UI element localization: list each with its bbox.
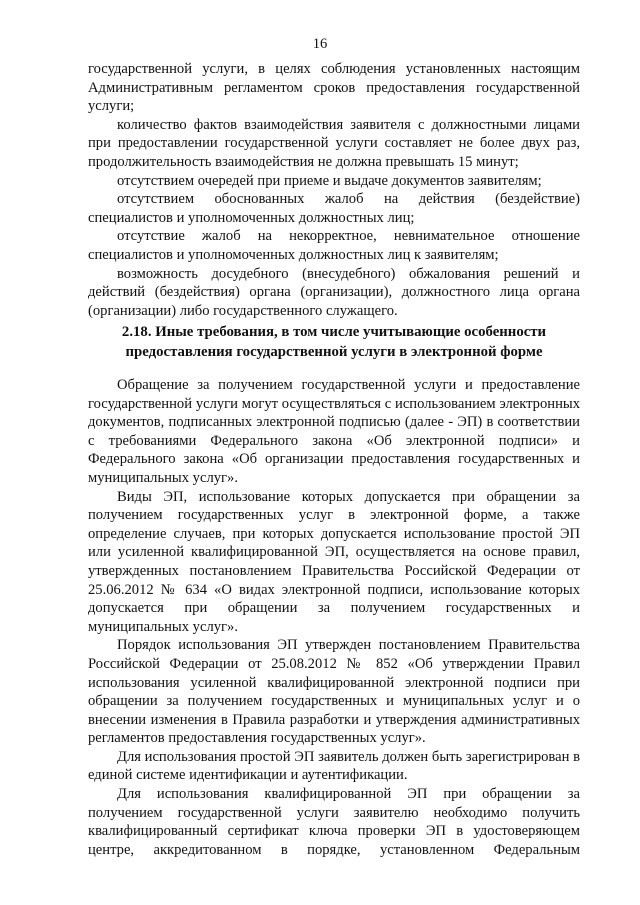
paragraph: Порядок использования ЭП утвержден постановлением Правительства Российской Федерации от 25.08.2012 № 852 «Об утверждении Правил использования усиленной квалифицированной электронной подписи при обращении за получением государственных и муниципальных услуг и о внесении изменения в Правила разработки и утверждения административных регламентов предоставления государственных услуг». bbox=[88, 637, 580, 747]
paragraph: отсутствием очередей при приеме и выдаче документов заявителям; bbox=[117, 172, 542, 189]
paragraph: Обращение за получением государственной услуги и предоставление государственной услуги могут осуществляться с использованием электронных документов, подписанных электронной подписью (далее - ЭП) в соответствии с требованиями Федерального закона «Об электронной подписи» и Федерального закона «Об организации предоставления государственных и муниципальных услуг». bbox=[88, 377, 580, 486]
page-number: 16 bbox=[312, 36, 328, 52]
paragraph: отсутствием обоснованных жалоб на действия (бездействие) специалистов и уполномоченных должностных лиц; bbox=[88, 191, 580, 226]
section-heading bbox=[88, 322, 580, 362]
paragraph: отсутствие жалоб на некорректное, невнимательное отношение специалистов и уполномоченных должностных лиц к заявителям; bbox=[88, 228, 580, 263]
body-paragraphs bbox=[88, 376, 580, 859]
section-heading-line: 2.18. Иные требования, в том числе учитывающие особенности bbox=[121, 324, 547, 340]
paragraph: Для использования квалифицированной ЭП при обращении за получением государственной услуги заявителю необходимо получить квалифицированный сертификат ключа проверки ЭП в удостоверяющем центре, аккредитованном в порядке, установленном Федеральным bbox=[88, 786, 580, 858]
section-heading-line: предоставления государственной услуги в электронной форме bbox=[125, 344, 543, 360]
paragraph: государственной услуги, в целях соблюдения установленных настоящим Административным регламентом сроков предоставления государственной услуги; bbox=[88, 61, 580, 115]
paragraph: возможность досудебного (внесудебного) обжалования решений и действий (бездействия) органа (организации), должностного лица органа (организации) либо государственного служащего. bbox=[88, 265, 580, 319]
paragraph: количество фактов взаимодействия заявителя с должностными лицами при предоставлении государственной услуги составляет не более двух раз, продолжительность взаимодействия не должна превышать 15 минут; bbox=[88, 116, 580, 170]
paragraph: Для использования простой ЭП заявитель должен быть зарегистрирован в единой системе идентификации и аутентификации. bbox=[88, 748, 580, 784]
top-paragraphs bbox=[88, 60, 580, 320]
paragraph: Виды ЭП, использование которых допускается при обращении за получением государственных услуг в электронной форме, а также определение случаев, при которых допускается использование простой ЭП или усиленной квалифицированной ЭП, осуществляется на основе правил, утвержденных постановлением Правительства Российской Федерации от 25.06.2012 № 634 «О видах электронной подписи, использование которых допускается при обращении за получением государственных и муниципальных услуг». bbox=[88, 488, 580, 635]
